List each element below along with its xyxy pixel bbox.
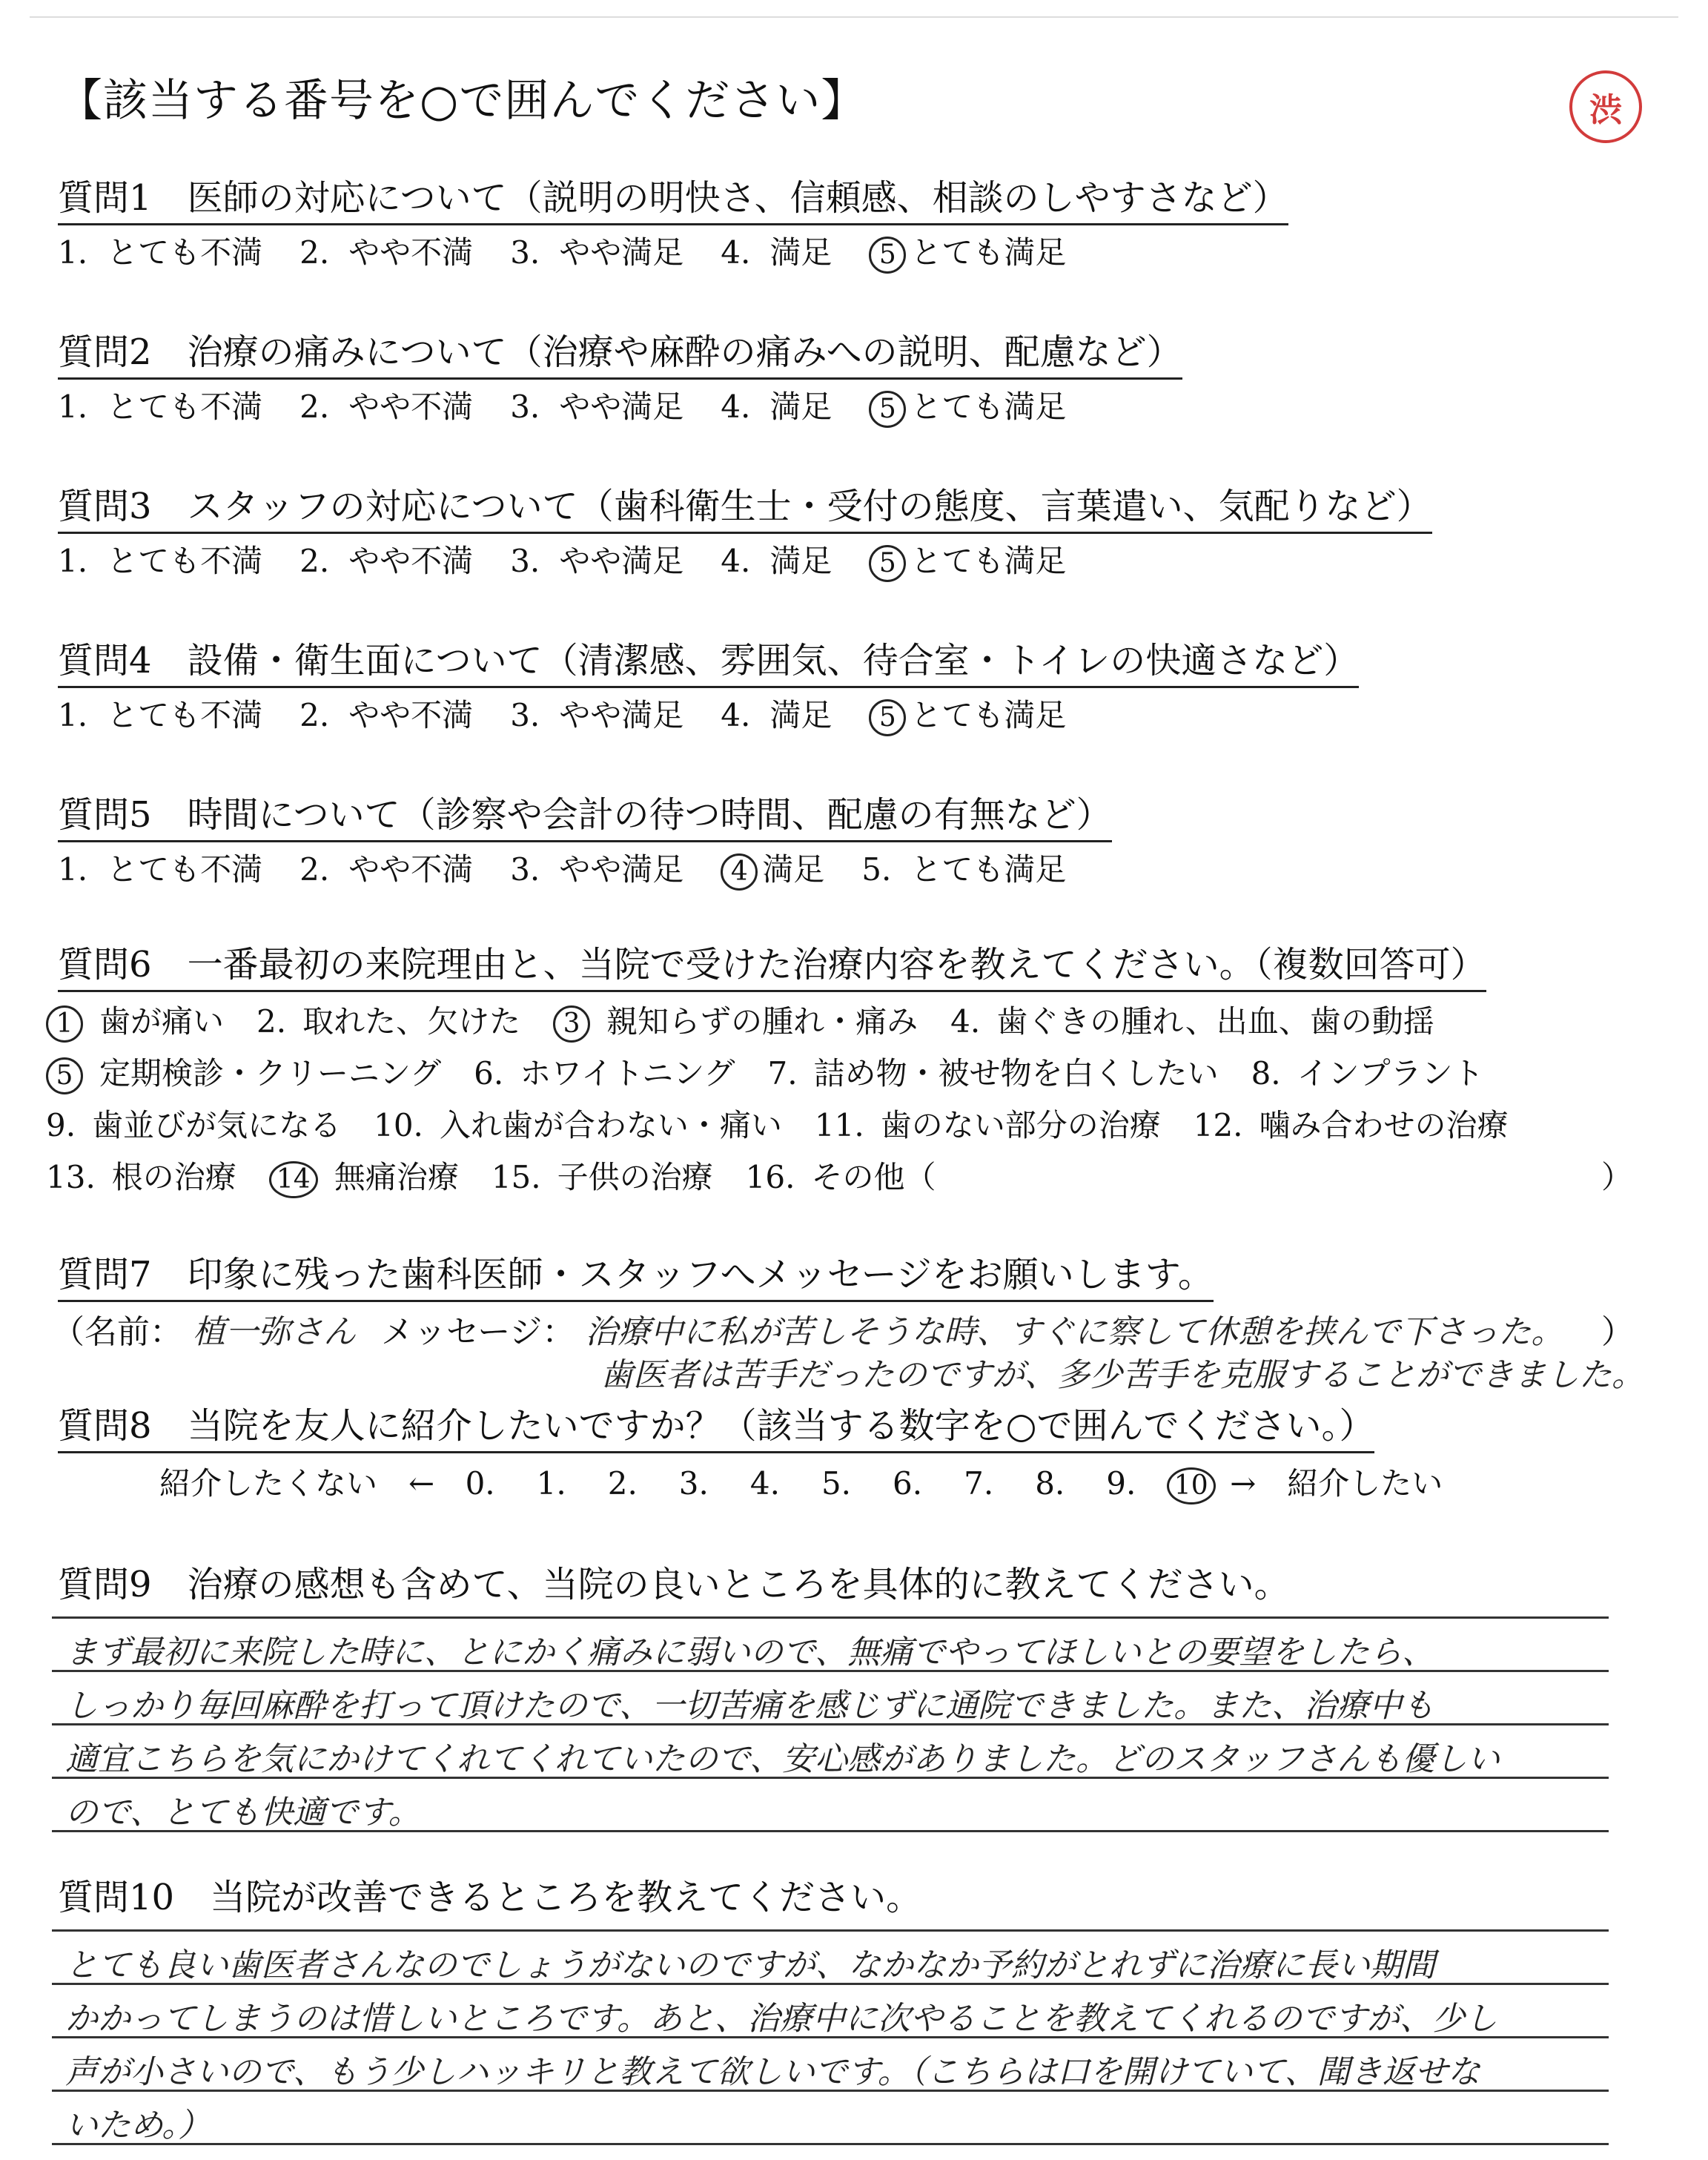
option-label: 噛み合わせの治療	[1259, 1107, 1509, 1143]
option-label: とても不満	[107, 851, 263, 888]
selected-circle: 5	[46, 1057, 83, 1094]
q10-rule	[52, 1983, 1609, 1985]
q7-close-paren: ）	[1601, 1313, 1634, 1351]
option-label: 満足	[762, 851, 825, 888]
option-number: 10.	[374, 1107, 423, 1143]
option-item	[58, 845, 262, 890]
option-number: 4.	[950, 1003, 981, 1040]
selected-circle: 1	[46, 1005, 83, 1043]
option-number: 2.	[256, 1003, 287, 1040]
option-label: とても不満	[107, 697, 263, 733]
option-item	[721, 228, 832, 273]
q2-text: 治療の痛みについて（治療や麻酔の痛みへの説明、配慮など）	[187, 331, 1182, 373]
option-number: 5.	[861, 851, 892, 888]
option-number: 15.	[491, 1159, 541, 1195]
q6-option	[269, 1153, 459, 1198]
q5-title	[58, 786, 1112, 842]
q6-option	[746, 1153, 936, 1198]
option-label: 歯のない部分の治療	[880, 1107, 1161, 1143]
q8-number: 0.	[465, 1465, 495, 1502]
q3-title	[58, 478, 1432, 534]
option-label: ホワイトニング	[520, 1055, 735, 1091]
q10-label: 質問10	[58, 1877, 175, 1918]
option-item	[299, 537, 473, 581]
option-label: とても満足	[910, 389, 1067, 425]
option-item	[58, 383, 262, 427]
option-label: 定期検診・クリーニング	[99, 1055, 442, 1091]
q7-message-prefix: メッセージ：	[381, 1313, 575, 1351]
option-label: 入れ歯が合わない・痛い	[439, 1107, 782, 1143]
selected-circle: 5	[869, 391, 906, 428]
q10-line: 声が小さいので、もう少しハッキリと教えて欲しいです。（こちらは口を開けていて、聞き返せな	[65, 2053, 1480, 2091]
option-item	[510, 845, 683, 890]
option-number: 3.	[510, 851, 540, 888]
q8-number: 9.	[1106, 1465, 1136, 1502]
option-label: やや不満	[348, 389, 474, 425]
option-item	[869, 383, 1066, 428]
option-number: 12.	[1193, 1107, 1243, 1143]
selected-circle: 4	[721, 853, 758, 891]
option-label: とても満足	[910, 234, 1067, 271]
option-number: 6.	[474, 1055, 504, 1091]
option-number: 3.	[510, 543, 540, 579]
q6-option	[474, 1049, 735, 1094]
selected-circle: 5	[869, 699, 906, 736]
option-number: 2.	[299, 697, 330, 733]
q7-name-prefix: （名前：	[52, 1313, 182, 1351]
option-number: 2.	[299, 234, 330, 271]
q10-text: 当院が改善できるところを教えてください。	[210, 1877, 922, 1918]
q6-row	[46, 1049, 1517, 1094]
q9-text: 治療の感想も含めて、当院の良いところを具体的に教えてください。	[187, 1564, 1290, 1605]
q7-text: 印象に残った歯科医師・スタッフへメッセージをお願いします。	[187, 1254, 1214, 1295]
q8-number: 3.	[678, 1465, 709, 1502]
option-label: やや満足	[559, 234, 684, 271]
option-label: とても満足	[910, 851, 1067, 888]
option-number: 11.	[814, 1107, 864, 1143]
option-item	[299, 383, 473, 427]
option-label: とても満足	[910, 543, 1067, 579]
q5-options	[58, 845, 1103, 891]
q8-numbers	[445, 1465, 1157, 1502]
q8-number: 8.	[1035, 1465, 1065, 1502]
q9-label: 質問9	[58, 1564, 152, 1605]
option-number: 4.	[721, 389, 751, 425]
selected-circle: 5	[869, 545, 906, 582]
q6-option	[256, 997, 520, 1042]
q2-label: 質問2	[58, 331, 152, 373]
option-number: 1.	[58, 389, 88, 425]
form-header: 【該当する番号を○で囲んでください】	[58, 75, 867, 127]
q7-message-row	[52, 1305, 1563, 1353]
option-item	[299, 228, 473, 273]
q4-options	[58, 691, 1103, 736]
option-label: やや満足	[559, 697, 684, 733]
option-label: とても不満	[107, 234, 263, 271]
option-label: やや不満	[348, 851, 474, 888]
q1-options	[58, 228, 1103, 274]
option-number: 3.	[510, 389, 540, 425]
option-label: 満足	[769, 234, 833, 271]
q6-option	[767, 1049, 1218, 1094]
q5-text: 時間について（診察や会計の待つ時間、配慮の有無など）	[187, 794, 1112, 836]
option-label: 歯ぐきの腫れ、出血、歯の動揺	[996, 1003, 1434, 1040]
q6-option	[46, 1101, 341, 1146]
selected-circle: 5	[869, 237, 906, 274]
q5-label: 質問5	[58, 794, 152, 836]
option-label: インプラント	[1297, 1055, 1484, 1091]
q6-option	[46, 1153, 236, 1198]
option-label: 取れた、欠けた	[302, 1003, 521, 1040]
q7-label: 質問7	[58, 1254, 152, 1295]
q10-title	[58, 1869, 921, 1923]
option-item	[510, 537, 683, 581]
q10-rule-top	[52, 1929, 1609, 1932]
option-item	[869, 691, 1066, 736]
option-item	[299, 845, 473, 890]
q8-number: 5.	[821, 1465, 852, 1502]
option-number: 13.	[46, 1159, 96, 1195]
option-label: 無痛治療	[334, 1159, 459, 1195]
q8-left-label: 紹介したくない ←	[159, 1465, 435, 1502]
option-number: 3.	[510, 697, 540, 733]
q6-text: 一番最初の来院理由と、当院で受けた治療内容を教えてください。（複数回答可）	[187, 944, 1486, 985]
q8-number: 4.	[749, 1465, 780, 1502]
option-label: やや不満	[348, 543, 474, 579]
q8-text: 当院を友人に紹介したいですか？（該当する数字を○で囲んでください。）	[187, 1405, 1375, 1447]
option-item	[869, 228, 1066, 274]
option-label: 歯並びが気になる	[92, 1107, 342, 1143]
option-label: とても不満	[107, 389, 263, 425]
q8-scale	[159, 1459, 1443, 1505]
q10-line: いため。）	[65, 2107, 211, 2144]
option-label: 満足	[769, 543, 833, 579]
q6-option	[46, 1049, 441, 1094]
option-item	[721, 845, 824, 891]
q6-row	[46, 1101, 1541, 1146]
q4-label: 質問4	[58, 640, 152, 681]
option-label: やや不満	[348, 697, 474, 733]
q3-options	[58, 537, 1103, 582]
q6-option	[553, 997, 918, 1043]
option-label: 歯が痛い	[99, 1003, 225, 1040]
option-item	[299, 691, 473, 736]
option-label: 子供の治療	[557, 1159, 713, 1195]
q9-rule-top	[52, 1616, 1609, 1619]
q10-line: とても良い歯医者さんなのでしょうがないのですが、なかなか予約がとれずに治療に長い期間	[65, 1946, 1435, 1984]
q6-option	[1251, 1049, 1484, 1094]
option-item	[869, 537, 1066, 582]
option-number: 1.	[58, 543, 88, 579]
option-item	[721, 691, 832, 736]
q10-rule	[52, 2090, 1609, 2092]
q7-title	[58, 1246, 1214, 1302]
q9-rule	[52, 1830, 1609, 1832]
seal-stamp: 渋	[1569, 70, 1642, 143]
q6-option	[1194, 1101, 1509, 1146]
q6-option	[46, 997, 224, 1043]
option-item	[510, 691, 683, 736]
q8-title	[58, 1397, 1374, 1453]
selected-circle: 3	[553, 1005, 590, 1043]
option-number: 1.	[58, 851, 88, 888]
q7-message-line1: 治療中に私が苦しそうな時、すぐに察して休憩を挟んで下さった。	[585, 1313, 1564, 1351]
q6-option	[491, 1153, 713, 1198]
option-label: とても満足	[910, 697, 1067, 733]
option-item	[721, 383, 832, 427]
option-number: 2.	[299, 851, 330, 888]
q9-rule	[52, 1670, 1609, 1672]
q9-rule	[52, 1723, 1609, 1725]
option-number: 3.	[510, 234, 540, 271]
option-label: やや満足	[559, 543, 684, 579]
option-number: 9.	[46, 1107, 76, 1143]
option-label: 詰め物・被せ物を白くしたい	[813, 1055, 1219, 1091]
option-label: やや不満	[348, 234, 474, 271]
q8-label: 質問8	[58, 1405, 152, 1447]
option-label: その他（	[811, 1159, 936, 1195]
q2-options	[58, 383, 1103, 428]
q9-rule	[52, 1777, 1609, 1779]
q1-title	[58, 169, 1288, 225]
q6-option	[815, 1101, 1161, 1146]
q9-title	[58, 1556, 1290, 1610]
q10-rule	[52, 2036, 1609, 2038]
option-label: やや満足	[559, 851, 684, 888]
option-label: 満足	[769, 697, 833, 733]
option-number: 2.	[299, 389, 330, 425]
q8-number: 6.	[893, 1465, 923, 1502]
q8-selected-circle: 10	[1167, 1467, 1216, 1505]
q9-line: しっかり毎回麻酔を打って頂けたので、一切苦痛を感じずに通院できました。また、治療中も	[65, 1687, 1435, 1725]
option-number: 4.	[721, 234, 751, 271]
q1-label: 質問1	[58, 177, 152, 219]
option-number: 8.	[1251, 1055, 1281, 1091]
q10-line: かかってしまうのは惜しいところです。あと、治療中に次やることを教えてくれるのですが、少し	[65, 2000, 1498, 2038]
q6-title	[58, 936, 1486, 992]
option-label: 満足	[769, 389, 833, 425]
q6-label: 質問6	[58, 944, 152, 985]
option-item	[58, 228, 262, 273]
q6-row	[46, 997, 1467, 1043]
q8-right-label: → 紹介したい	[1230, 1465, 1443, 1502]
option-number: 1.	[58, 234, 88, 271]
q1-text: 医師の対応について（説明の明快さ、信頼感、相談のしやすさなど）	[187, 177, 1288, 219]
page-top-border	[30, 16, 1678, 18]
option-item	[510, 383, 683, 427]
option-item	[510, 228, 683, 273]
option-label: 根の治療	[111, 1159, 236, 1195]
q6-row	[46, 1153, 968, 1198]
q4-title	[58, 632, 1359, 688]
q4-text: 設備・衛生面について（清潔感、雰囲気、待合室・トイレの快適さなど）	[187, 640, 1360, 681]
selected-circle: 14	[269, 1161, 318, 1198]
q8-number: 2.	[607, 1465, 638, 1502]
option-number: 1.	[58, 697, 88, 733]
option-item	[58, 691, 262, 736]
option-number: 4.	[721, 543, 751, 579]
q3-label: 質問3	[58, 486, 152, 527]
q7-message-line2: 歯医者は苦手だったのですが、多少苦手を克服することができました。	[600, 1356, 1644, 1394]
option-number: 7.	[767, 1055, 798, 1091]
option-item	[861, 845, 1066, 890]
q8-number: 1.	[536, 1465, 566, 1502]
option-label: とても不満	[107, 543, 263, 579]
q9-line: ので、とても快適です。	[65, 1794, 421, 1832]
q10-rule	[52, 2143, 1609, 2145]
q2-title	[58, 323, 1182, 380]
q9-line: 適宜こちらを気にかけてくれてくれていたので、安心感がありました。どのスタッフさんも優しい	[65, 1740, 1500, 1778]
option-number: 4.	[721, 697, 751, 733]
q6-option	[374, 1101, 782, 1146]
q9-line: まず最初に来院した時に、とにかく痛みに弱いので、無痛でやってほしいとの要望をしたら、	[65, 1634, 1435, 1671]
option-item	[58, 537, 262, 581]
q8-number: 7.	[964, 1465, 994, 1502]
option-label: 親知らずの腫れ・痛み	[606, 1003, 918, 1040]
q3-text: スタッフの対応について（歯科衛生士・受付の態度、言葉遣い、気配りなど）	[187, 486, 1432, 527]
option-number: 16.	[745, 1159, 795, 1195]
option-number: 2.	[299, 543, 330, 579]
q6-close-paren: ）	[1601, 1159, 1633, 1195]
q6-option	[950, 997, 1434, 1042]
option-item	[721, 537, 832, 581]
option-label: やや満足	[559, 389, 684, 425]
q7-name-value: 植一弥さん	[193, 1313, 356, 1351]
